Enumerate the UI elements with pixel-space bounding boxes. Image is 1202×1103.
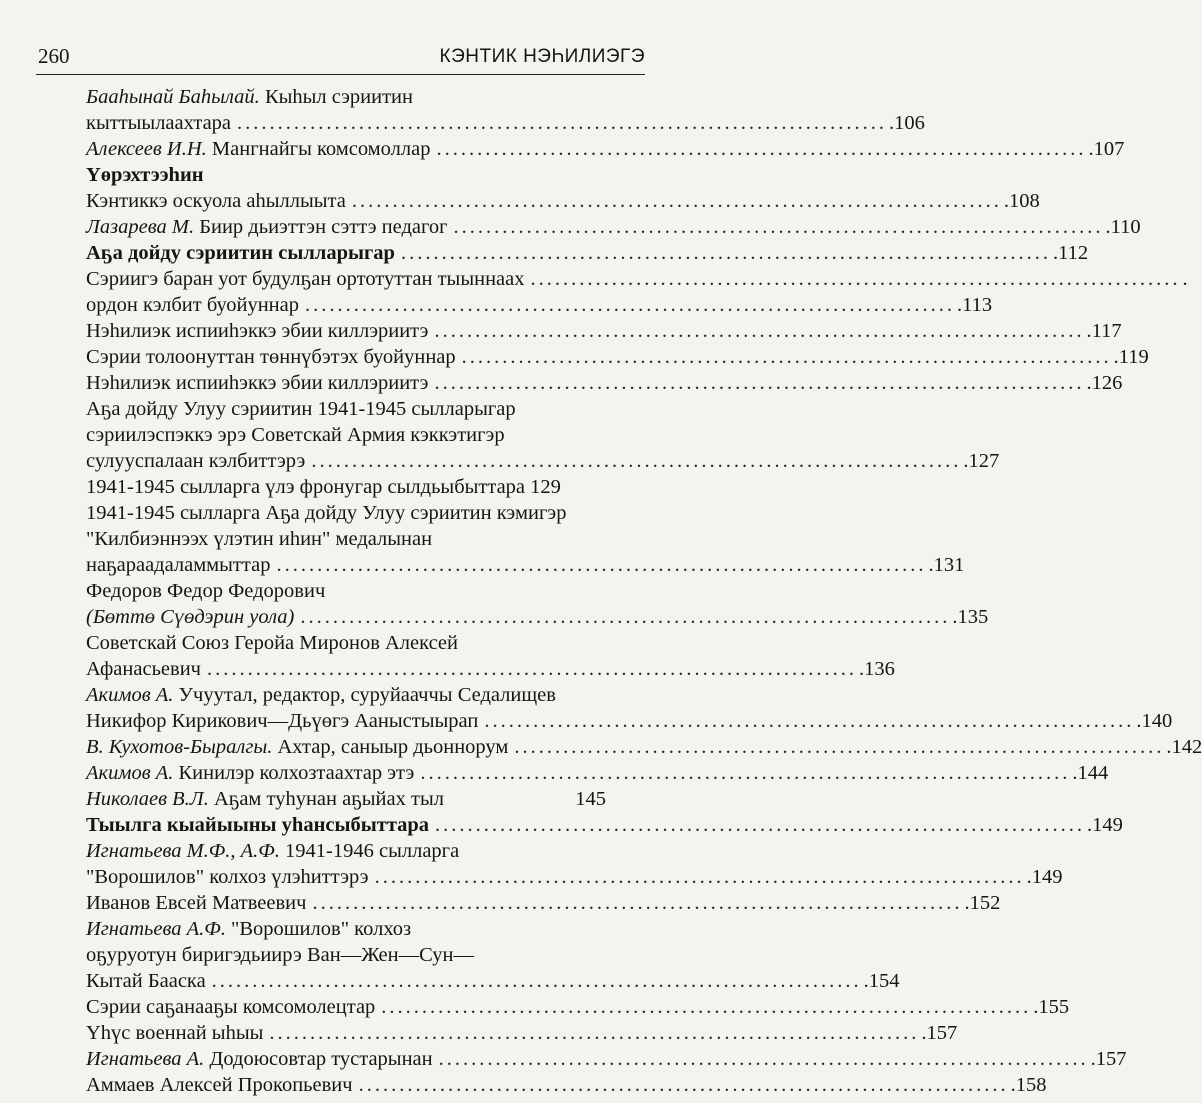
toc-line-35: Кытай Бааска ................................................................................ .154 (86, 970, 900, 992)
toc-line-27: Акимов А. Кинилэр колхозтаахтар этэ ................................................................................ .144 (86, 762, 1109, 784)
toc-line-34 (86, 942, 606, 968)
toc-line-12: Нэһилиэк испииһэккэ эбии киллэриитэ ................................................................................ .126 (86, 372, 1123, 394)
toc-title: Мангнайгы комсомоллар (206, 138, 431, 160)
toc-line-10: Нэһилиэк испииһэккэ эбии киллэриитэ ................................................................................ .117 (86, 320, 1122, 342)
toc-line-19: наҕараадаламмыттар ................................................................................ .131 (86, 554, 965, 576)
toc-title: сэриилэспэккэ эрэ Советскай Армия кэккэтигэр (86, 424, 505, 446)
toc-page-number: .106 (889, 112, 925, 134)
toc-line-28 (86, 786, 606, 812)
toc-line-30 (86, 838, 606, 864)
toc-line-23: Афанасьевич ................................................................................ .136 (86, 658, 895, 680)
toc-page-number: .152 (964, 892, 1001, 914)
toc-page-number: .110 (1105, 216, 1141, 238)
toc-page-number: .144 (1072, 762, 1109, 784)
toc-page-number: .155 (1033, 996, 1070, 1018)
toc-title: 1941-1945 сылларга үлэ фронугар сылдьыбыттара 129 (86, 476, 561, 498)
toc-title: оҕуруотун биригэдьиирэ Ван—Жен—Сун— (86, 944, 474, 966)
toc-page-number: .126 (1086, 372, 1123, 394)
toc-line-25: Никифор Кирикович—Дьүөгэ Ааныстыырап ................................................................................ .140 (86, 710, 1173, 732)
toc-line-33 (86, 916, 606, 942)
toc-page-number: .157 (1090, 1048, 1127, 1070)
toc-page-number: .142 (1166, 736, 1202, 758)
toc-page-number: .112 (1052, 242, 1089, 264)
toc-line-9: ордон кэлбит буойуннар ................................................................................ .113 (86, 294, 993, 316)
toc-page-number: .135 (952, 606, 989, 628)
toc-line-37: Үһүс военнай ыһыы ................................................................................ .157 (86, 1022, 958, 1044)
toc-line-15: сулууспалаан кэлбиттэрэ ................................................................................ .127 (86, 450, 1000, 472)
toc-line-39: Аммаев Алексей Прокопьевич ................................................................................ .158 (86, 1074, 1047, 1096)
toc-page-number: . (1182, 268, 1188, 290)
toc-line-22 (86, 630, 606, 656)
toc-author: Николаев В.Л. (86, 788, 209, 810)
toc-line-6: Лазарева М. Биир дьиэттэн сэттэ педагог ................................................................................ .110 (86, 216, 1141, 238)
toc-page-number: .108 (1003, 190, 1040, 212)
toc-author: Игнатьева А. (86, 1048, 205, 1070)
toc-author: Акимов А. (86, 762, 174, 784)
toc-line-21: (Бөттө Сүөдэрин уола) ................................................................................ .135 (86, 606, 989, 628)
toc-title: "Килбиэннээх үлэтин иһин" медалынан (86, 528, 433, 550)
toc-author: Игнатьева М.Ф., А.Ф. (86, 840, 280, 862)
running-title: КЭНТИК НЭҺИЛИЭГЭ (439, 46, 645, 67)
toc-title: наҕараадаламмыттар (86, 554, 271, 576)
toc-line-24 (86, 682, 606, 708)
toc-title: 1941-1946 сылларга (279, 840, 460, 862)
toc-page-number: .107 (1088, 138, 1125, 160)
toc-line-36: Сэрии саҕанааҕы комсомолецтар ................................................................................ .155 (86, 996, 1070, 1018)
toc-line-38: Игнатьева А. Додоюсовтар тустарынан ................................................................................ .157 (86, 1048, 1127, 1070)
toc-author: В. Кухотов-Быралгы. (86, 736, 273, 758)
page-header (36, 44, 645, 75)
toc-title: Никифор Кирикович—Дьүөгэ Ааныстыырап (86, 710, 479, 732)
toc-page-number: .158 (1010, 1074, 1047, 1096)
toc-author: Акимов А. (86, 684, 174, 706)
toc-line-14 (86, 422, 606, 448)
toc-page-number: .136 (858, 658, 895, 680)
toc-line-26: В. Кухотов-Быралгы. Ахтар, саныыр дьоннорум ................................................................................ .142 (86, 736, 1202, 758)
toc-title: Биир дьиэттэн сэттэ педагог (194, 216, 448, 238)
toc-title: Нэһилиэк испииһэккэ эбии киллэриитэ (86, 320, 429, 342)
toc-title: "Ворошилов" колхоз үлэһиттэрэ (86, 866, 369, 888)
toc-line-16 (86, 474, 606, 500)
toc-title: "Ворошилов" колхоз (225, 918, 412, 940)
toc-line-2: кыттыылаахтара ................................................................................ .106 (86, 112, 925, 134)
toc-author: Лазарева М. (86, 216, 195, 238)
toc-title: сулууспалаан кэлбиттэрэ (86, 450, 306, 472)
toc-line-4 (86, 162, 606, 188)
toc-title: Кэнтиккэ оскуола аһыллыыта (86, 190, 346, 212)
page-number: 260 (38, 44, 70, 68)
toc-page-number: .113 (957, 294, 993, 316)
toc-title: Сэрии толоонуттан төннүбэтэх буойуннар (86, 346, 456, 368)
toc-page-number: .157 (921, 1022, 958, 1044)
toc-title: Сэрии саҕанааҕы комсомолецтар (86, 996, 376, 1018)
toc-author: Бааһынай Баһылай. (86, 86, 260, 108)
toc-title: Үөрэхтээһин (86, 164, 204, 186)
toc-title: Ахтар, саныыр дьоннорум (272, 736, 509, 758)
toc-line-1 (86, 84, 606, 110)
toc-title: 1941-1945 сылларга Аҕа дойду Улуу сэриитин кэмигэр (86, 502, 567, 524)
toc-page-number: .117 (1086, 320, 1122, 342)
toc-title: Аҕа дойду сэриитин сылларыгар (86, 242, 395, 264)
toc-title: Додоюсовтар тустарынан (204, 1048, 433, 1070)
toc-page-number: .154 (863, 970, 900, 992)
toc-title: Федоров Федор Федорович (86, 580, 326, 602)
toc-line-13 (86, 396, 606, 422)
toc-title: Кинилэр колхозтаахтар этэ (173, 762, 415, 784)
toc-title: Тыылга кыайыыны уһансыбыттара (86, 814, 430, 836)
toc-line-17 (86, 500, 606, 526)
toc-title: Аҕам туһунан аҕыйах тыл (208, 788, 444, 810)
toc-title: Кыһыл сэриитин (259, 86, 414, 108)
toc-line-11: Сэрии толоонуттан төннүбэтэх буойуннар ................................................................................ .119 (86, 346, 1149, 368)
toc-title: Нэһилиэк испииһэккэ эбии киллэриитэ (86, 372, 429, 394)
toc-title: Кытай Бааска (86, 970, 206, 992)
toc-title: Афанасьевич (86, 658, 201, 680)
toc-author: Игнатьева А.Ф. (86, 918, 226, 940)
toc-title: Иванов Евсей Матвеевич (86, 892, 307, 914)
toc-title: (Бөттө Сүөдэрин уола) (86, 606, 295, 628)
toc-page-number: .149 (1026, 866, 1063, 888)
toc-title: Советскай Союз Геройа Миронов Алексей (86, 632, 459, 654)
toc-line-32: Иванов Евсей Матвеевич ................................................................................ .152 (86, 892, 1001, 914)
toc-line-5: Кэнтиккэ оскуола аһыллыыта ................................................................................ .108 (86, 190, 1040, 212)
toc-author: Алексеев И.Н. (86, 138, 207, 160)
toc-title: Сэриигэ баран уот будулҕан ортотуттан тыыннаах (86, 268, 525, 290)
toc-page-number: .131 (928, 554, 965, 576)
toc-page-number: .119 (1113, 346, 1149, 368)
toc-title: Үһүс военнай ыһыы (86, 1022, 264, 1044)
toc-title: ордон кэлбит буойуннар (86, 294, 299, 316)
table-of-contents (86, 84, 1202, 1098)
toc-page-number: 145 (575, 788, 606, 810)
toc-line-18 (86, 526, 606, 552)
toc-page-number: .127 (963, 450, 1000, 472)
toc-line-29: Тыылга кыайыыны уһансыбыттара ................................................................................ .149 (86, 814, 1123, 836)
toc-title: Аммаев Алексей Прокопьевич (86, 1074, 353, 1096)
toc-line-3: Алексеев И.Н. Мангнайгы комсомоллар ................................................................................ .107 (86, 138, 1125, 160)
toc-title: Учуутал, редактор, суруйааччы Седалищев (173, 684, 556, 706)
toc-line-7: Аҕа дойду сэриитин сылларыгар ................................................................................ .112 (86, 242, 1089, 264)
toc-line-31: "Ворошилов" колхоз үлэһиттэрэ ................................................................................ .149 (86, 866, 1063, 888)
toc-title: кыттыылаахтара (86, 112, 232, 134)
toc-page-number: .149 (1087, 814, 1123, 836)
toc-line-8: Сэриигэ баран уот будулҕан ортотуттан тыыннаах ................................................................................ . (86, 268, 1188, 290)
toc-page-number: .140 (1136, 710, 1173, 732)
toc-title: Аҕа дойду Улуу сэриитин 1941-1945 сылларыгар (86, 398, 516, 420)
toc-line-20 (86, 578, 606, 604)
